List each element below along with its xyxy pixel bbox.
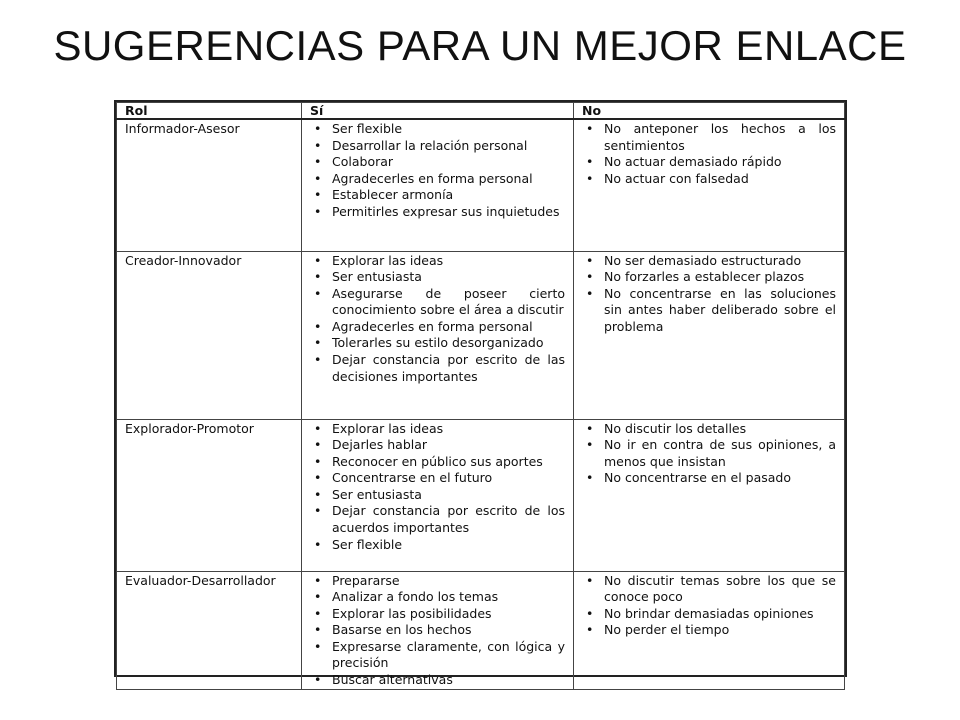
do-cell [302, 571, 574, 689]
do-cell [302, 251, 574, 419]
list-item: • Agradecerles en forma personal [310, 319, 565, 336]
list-item: • Ser flexible [310, 537, 565, 554]
list-item: • Analizar a fondo los temas [310, 589, 565, 606]
do-list [310, 253, 565, 386]
list-item: • Basarse en los hechos [310, 622, 565, 639]
table-row [117, 571, 845, 689]
do-list [310, 421, 565, 554]
list-item: • Agradecerles en forma personal [310, 171, 565, 188]
header-no: No [574, 103, 845, 120]
do-cell [302, 119, 574, 251]
list-item: • Dejarles hablar [310, 437, 565, 454]
suggestions-table [114, 100, 847, 688]
list-item: • Ser flexible [310, 121, 565, 138]
list-item: • No actuar con falsedad [582, 171, 836, 188]
dont-cell [574, 251, 845, 419]
role-cell: Evaluador-Desarrollador [117, 571, 302, 689]
list-item: • Reconocer en público sus aportes [310, 454, 565, 471]
list-item: • No forzarles a establecer plazos [582, 269, 836, 286]
header-si: Sí [302, 103, 574, 120]
list-item: • Explorar las posibilidades [310, 606, 565, 623]
list-item: • Buscar alternativas [310, 672, 565, 689]
list-item: • Establecer armonía [310, 187, 565, 204]
table-header-row [117, 103, 845, 120]
dont-list [582, 573, 836, 639]
list-item: • Prepararse [310, 573, 565, 590]
do-list [310, 121, 565, 221]
list-item: • Ser entusiasta [310, 487, 565, 504]
role-cell: Creador-Innovador [117, 251, 302, 419]
list-item: • Desarrollar la relación personal [310, 138, 565, 155]
list-item: • No concentrarse en las soluciones sin antes haber deliberado sobre el problema [582, 286, 836, 336]
list-item: • No discutir los detalles [582, 421, 836, 438]
list-item: • Asegurarse de poseer cierto conocimiento sobre el área a discutir [310, 286, 565, 319]
list-item: • Dejar constancia por escrito de las decisiones importantes [310, 352, 565, 385]
header-rol: Rol [117, 103, 302, 120]
dont-list [582, 121, 836, 187]
list-item: • No ir en contra de sus opiniones, a menos que insistan [582, 437, 836, 470]
table-row [117, 419, 845, 571]
table-row [117, 251, 845, 419]
list-item: • No concentrarse en el pasado [582, 470, 836, 487]
do-cell [302, 419, 574, 571]
dont-list [582, 421, 836, 487]
list-item: • No discutir temas sobre los que se conoce poco [582, 573, 836, 606]
do-list [310, 573, 565, 689]
dont-cell [574, 419, 845, 571]
list-item: • No perder el tiempo [582, 622, 836, 639]
list-item: • Colaborar [310, 154, 565, 171]
dont-cell [574, 119, 845, 251]
table-row [117, 119, 845, 251]
list-item: • Explorar las ideas [310, 253, 565, 270]
list-item: • No ser demasiado estructurado [582, 253, 836, 270]
list-item: • Dejar constancia por escrito de los acuerdos importantes [310, 503, 565, 536]
list-item: • No anteponer los hechos a los sentimientos [582, 121, 836, 154]
list-item: • Permitirles expresar sus inquietudes [310, 204, 565, 221]
dont-list [582, 253, 836, 336]
role-cell: Explorador-Promotor [117, 419, 302, 571]
list-item: • Tolerarles su estilo desorganizado [310, 335, 565, 352]
slide-title: SUGERENCIAS PARA UN MEJOR ENLACE [53, 22, 907, 69]
dont-cell [574, 571, 845, 689]
list-item: • Explorar las ideas [310, 421, 565, 438]
list-item: • Concentrarse en el futuro [310, 470, 565, 487]
list-item: • No actuar demasiado rápido [582, 154, 836, 171]
role-cell: Informador-Asesor [117, 119, 302, 251]
list-item: • No brindar demasiadas opiniones [582, 606, 836, 623]
list-item: • Expresarse claramente, con lógica y precisión [310, 639, 565, 672]
list-item: • Ser entusiasta [310, 269, 565, 286]
